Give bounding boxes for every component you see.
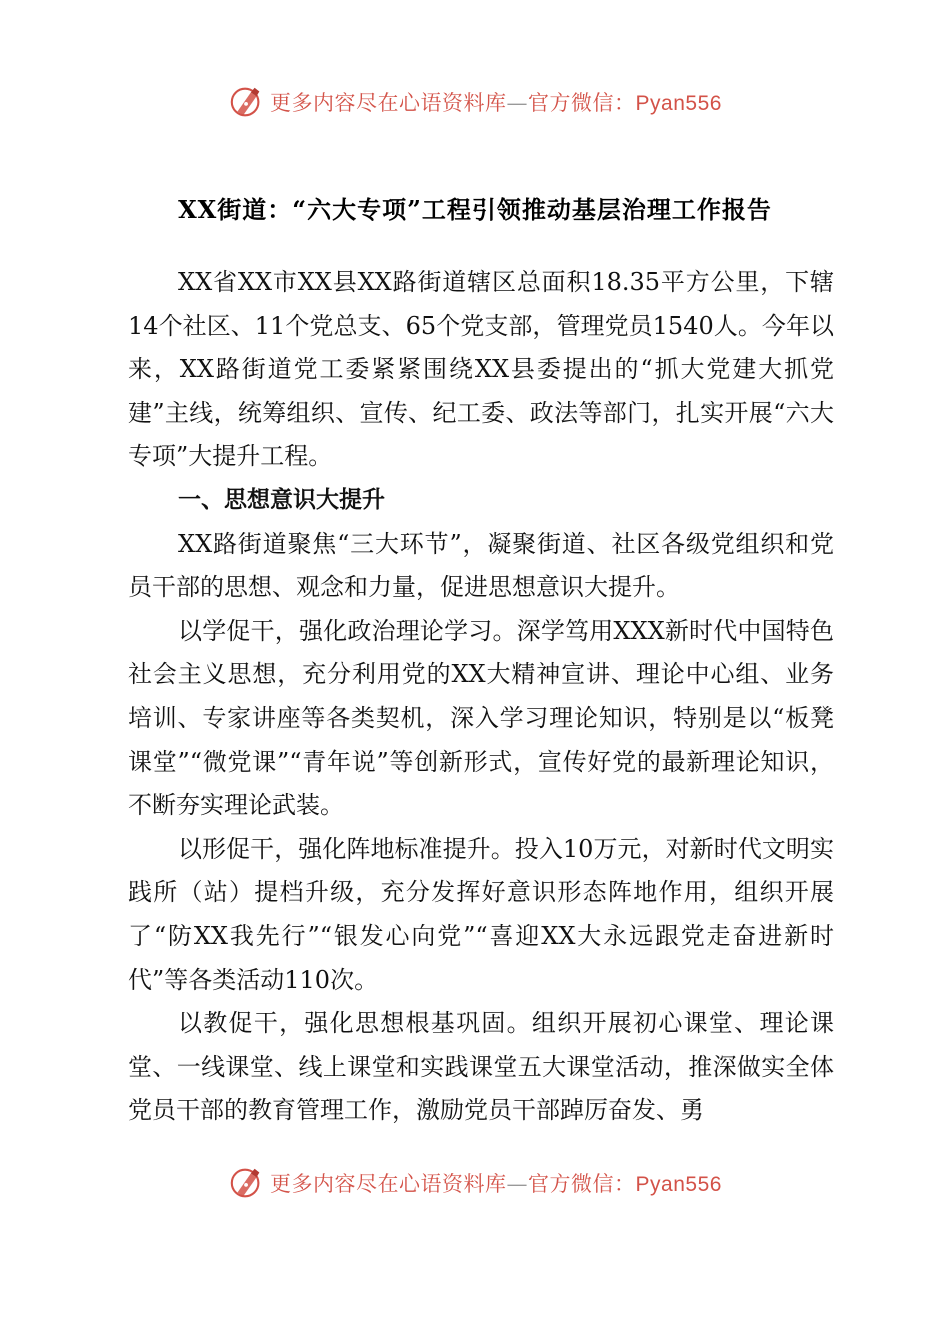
body-paragraph: 以教促干，强化思想根基巩固。组织开展初心课堂、理论课堂、一线课堂、线上课堂和实践课堂五大课堂活动，推深做实全体党员干部的教育管理工作，激励党员干部踔厉奋发、勇 [128, 1009, 834, 1125]
pen-nib-logo-icon [228, 1164, 266, 1202]
body-paragraph: 以形促干，强化阵地标准提升。投入10万元，对新时代文明实践所（站）提档升级，充分发挥好意识形态阵地作用，组织开展了“防XX我先行”“银发心向党”“喜迎XX大永远跟党走奋进新时代”等各类活动110次。 [128, 834, 834, 994]
watermark-id: Pyan556 [635, 92, 722, 115]
watermark-suffix: 官方微信： [528, 1172, 636, 1196]
watermark-text: 更多内容尽在心语资料库 [270, 1172, 507, 1196]
body-paragraph: XX路街道聚焦“三大环节”，凝聚街道、社区各级党组织和党员干部的思想、观念和力量，促进思想意识大提升。 [128, 529, 834, 602]
watermark-id: Pyan556 [635, 1173, 722, 1196]
intro-paragraph: XX省XX市XX县XX路街道辖区总面积18.35平方公里，下辖14个社区、11个党总支、65个党支部，管理党员1540人。今年以来，XX路街道党工委紧紧围绕XX县委提出的“抓大党建大抓党建”主线，统筹组织、宣传、纪工委、政法等部门，扎实开展“六大专项”大提升工程。 [128, 268, 834, 471]
section-heading: 一、思想意识大提升 [178, 486, 385, 513]
watermark-header [0, 80, 950, 124]
watermark-suffix: 官方微信： [528, 91, 636, 115]
document-title: XX街道：“六大专项”工程引领推动基层治理工作报告 [178, 195, 772, 224]
watermark-dash: — [506, 1172, 529, 1196]
watermark-footer [0, 1161, 950, 1205]
document-body [128, 261, 834, 1133]
watermark-dash: — [506, 91, 529, 115]
watermark-text: 更多内容尽在心语资料库 [270, 91, 507, 115]
body-paragraph: 以学促干，强化政治理论学习。深学笃用XXX新时代中国特色社会主义思想，充分利用党的XX大精神宣讲、理论中心组、业务培训、专家讲座等各类契机，深入学习理论知识，特别是以“板凳课堂”“微党课”“青年说”等创新形式，宣传好党的最新理论知识，不断夯实理论武装。 [128, 616, 834, 820]
pen-nib-logo-icon [228, 83, 266, 121]
